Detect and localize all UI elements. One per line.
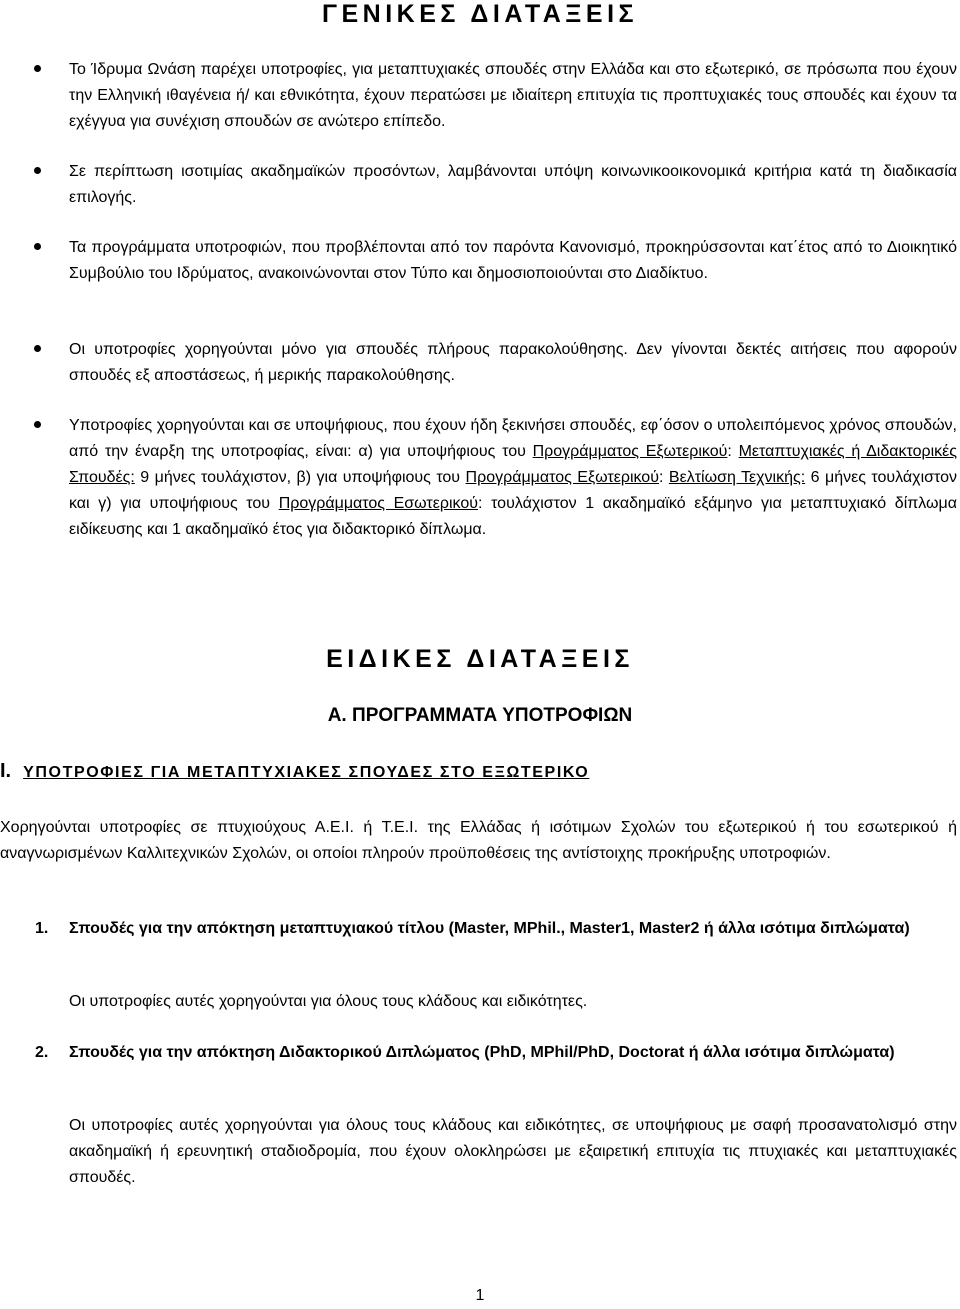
section-intro — [0, 815, 957, 867]
page-number: 1 — [475, 1287, 485, 1304]
text-run: 9 μήνες τουλάχιστον, β) για υποψήφιους του — [134, 469, 466, 486]
section-number: I. — [0, 760, 12, 782]
list-item — [69, 159, 957, 211]
item-number: 2. — [35, 1044, 49, 1061]
underlined-term: Προγράμματος Εξωτερικού — [532, 443, 728, 460]
bullet-icon — [34, 243, 41, 250]
list-item-text: Το Ίδρυμα Ωνάση παρέχει υποτροφίες, για μεταπτυχιακές σπουδές στην Ελλάδα και στο εξωτερικό, σε πρόσωπα που έχουν την Ελληνική ιθαγένεια ή/ και εθνικότητα, έχουν περατώσει με ιδιαίτερη επιτυχία τις προπτυχιακές τους σπουδές και έχουν τα εχέγγυα για συνέχιση σπουδών σε ανώτερο επίπεδο. — [69, 61, 957, 130]
page-title: ΓΕΝΙΚΕΣ ΔΙΑΤΑΞΕΙΣ — [321, 0, 639, 28]
text-run: : — [727, 443, 739, 460]
underlined-term: Προγράμματος Εσωτερικού — [278, 495, 478, 512]
list-item-text: Οι υποτροφίες χορηγούνται μόνο για σπουδές πλήρους παρακολούθησης. Δεν γίνονται δεκτές αιτήσεις που αφορούν σπουδές εξ αποστάσεως, ή μερικής παρακολούθησης. — [69, 341, 957, 384]
item-body-text: Οι υποτροφίες αυτές χορηγούνται για όλους τους κλάδους και ειδικότητες, σε υποψήφιους με σαφή προσανατολισμό στην ακαδημαϊκή ή ερευνητική σταδιοδρομία, που έχουν ολοκληρώσει με εξαιρετική επιτυχία τις πτυχιακές και μεταπτυχιακές σπουδές. — [69, 1117, 957, 1186]
text-run: : τουλάχιστον 1 ακαδημαϊκό εξάμηνο για μεταπτυχιακό δίπλωμα ειδίκευσης και 1 ακαδημαϊκό έτος για διδακτορικό δίπλωμα. — [69, 495, 958, 538]
list-item — [69, 337, 957, 389]
section-intro-text: Χορηγούνται υποτροφίες σε πτυχιούχους Α.Ε.Ι. ή Τ.Ε.Ι. της Ελλάδας ή ισότιμων Σχολών του εξωτερικού ή του εσωτερικού ή αναγνωρισμένων Καλλιτεχνικών Σχολών, οι οποίοι πληρούν προϋποθέσεις της αντίστοιχης προκήρυξης υποτροφιών. — [0, 819, 957, 862]
list-item — [69, 57, 957, 135]
numbered-item — [0, 1040, 957, 1066]
text-run: 6 μήνες τουλάχιστον και γ) για υποψήφιους του — [69, 469, 958, 512]
bullet-icon — [34, 345, 41, 352]
item-body-text: Οι υποτροφίες αυτές χορηγούνται για όλους τους κλάδους και ειδικότητες. — [69, 993, 588, 1010]
programs-title: Α. ΠΡΟΓΡΑΜΜΑΤΑ ΥΠΟΤΡΟΦΙΩΝ — [327, 705, 633, 726]
item-title: Σπουδές για την απόκτηση Διδακτορικού Διπλώματος (PhD, MPhil/PhD, Doctorat ή άλλα ισότιμα διπλώματα) — [69, 1044, 895, 1061]
item-body — [69, 989, 957, 1015]
text-run: : — [658, 469, 669, 486]
special-provisions-title: ΕΙΔΙΚΕΣ ΔΙΑΤΑΞΕΙΣ — [326, 645, 634, 673]
bullet-icon — [34, 421, 41, 428]
section-title: ΥΠΟΤΡΟΦΙΕΣ ΓΙΑ ΜΕΤΑΠΤΥΧΙΑΚΕΣ ΣΠΟΥΔΕΣ ΣΤΟ ΕΞΩΤΕΡΙΚΟ — [23, 764, 590, 781]
underlined-term: Βελτίωση Τεχνικής: — [668, 469, 806, 486]
item-title: Σπουδές για την απόκτηση μεταπτυχιακού τίτλου (Master, MPhil., Master1, Master2 ή άλλα ισότιμα διπλώματα) — [69, 920, 910, 937]
bullet-icon — [34, 167, 41, 174]
item-number: 1. — [35, 920, 49, 937]
underlined-term: Προγράμματος Εξωτερικού — [465, 469, 659, 486]
list-item — [69, 413, 957, 543]
list-item-text — [69, 413, 957, 543]
list-item-text: Τα προγράμματα υποτροφιών, που προβλέπονται από τον παρόντα Κανονισμό, προκηρύσσονται κατ΄έτος από το Διοικητικό Συμβούλιο του Ιδρύματος, ανακοινώνονται στον Τύπο και δημοσιοποιούνται στο Διαδίκτυο. — [69, 239, 957, 282]
bullet-icon — [34, 65, 41, 72]
numbered-item — [0, 916, 957, 942]
list-item — [69, 235, 957, 287]
text-run: Υποτροφίες χορηγούνται και σε υποψήφιους, που έχουν ήδη ξεκινήσει σπουδές, εφ΄όσον ο υπολειπόμενος χρόνος σπουδών, από την έναρξη της υποτροφίας, είναι: α) για υποψήφιους του — [69, 417, 957, 460]
list-item-text: Σε περίπτωση ισοτιμίας ακαδημαϊκών προσόντων, λαμβάνονται υπόψη κοινωνικοοικονομικά κριτήρια κατά τη διαδικασία επιλογής. — [69, 163, 957, 206]
underlined-term: Μεταπτυχιακές ή Διδακτορικές Σπουδές: — [69, 443, 957, 486]
item-body — [69, 1113, 957, 1191]
section-heading — [0, 760, 960, 783]
